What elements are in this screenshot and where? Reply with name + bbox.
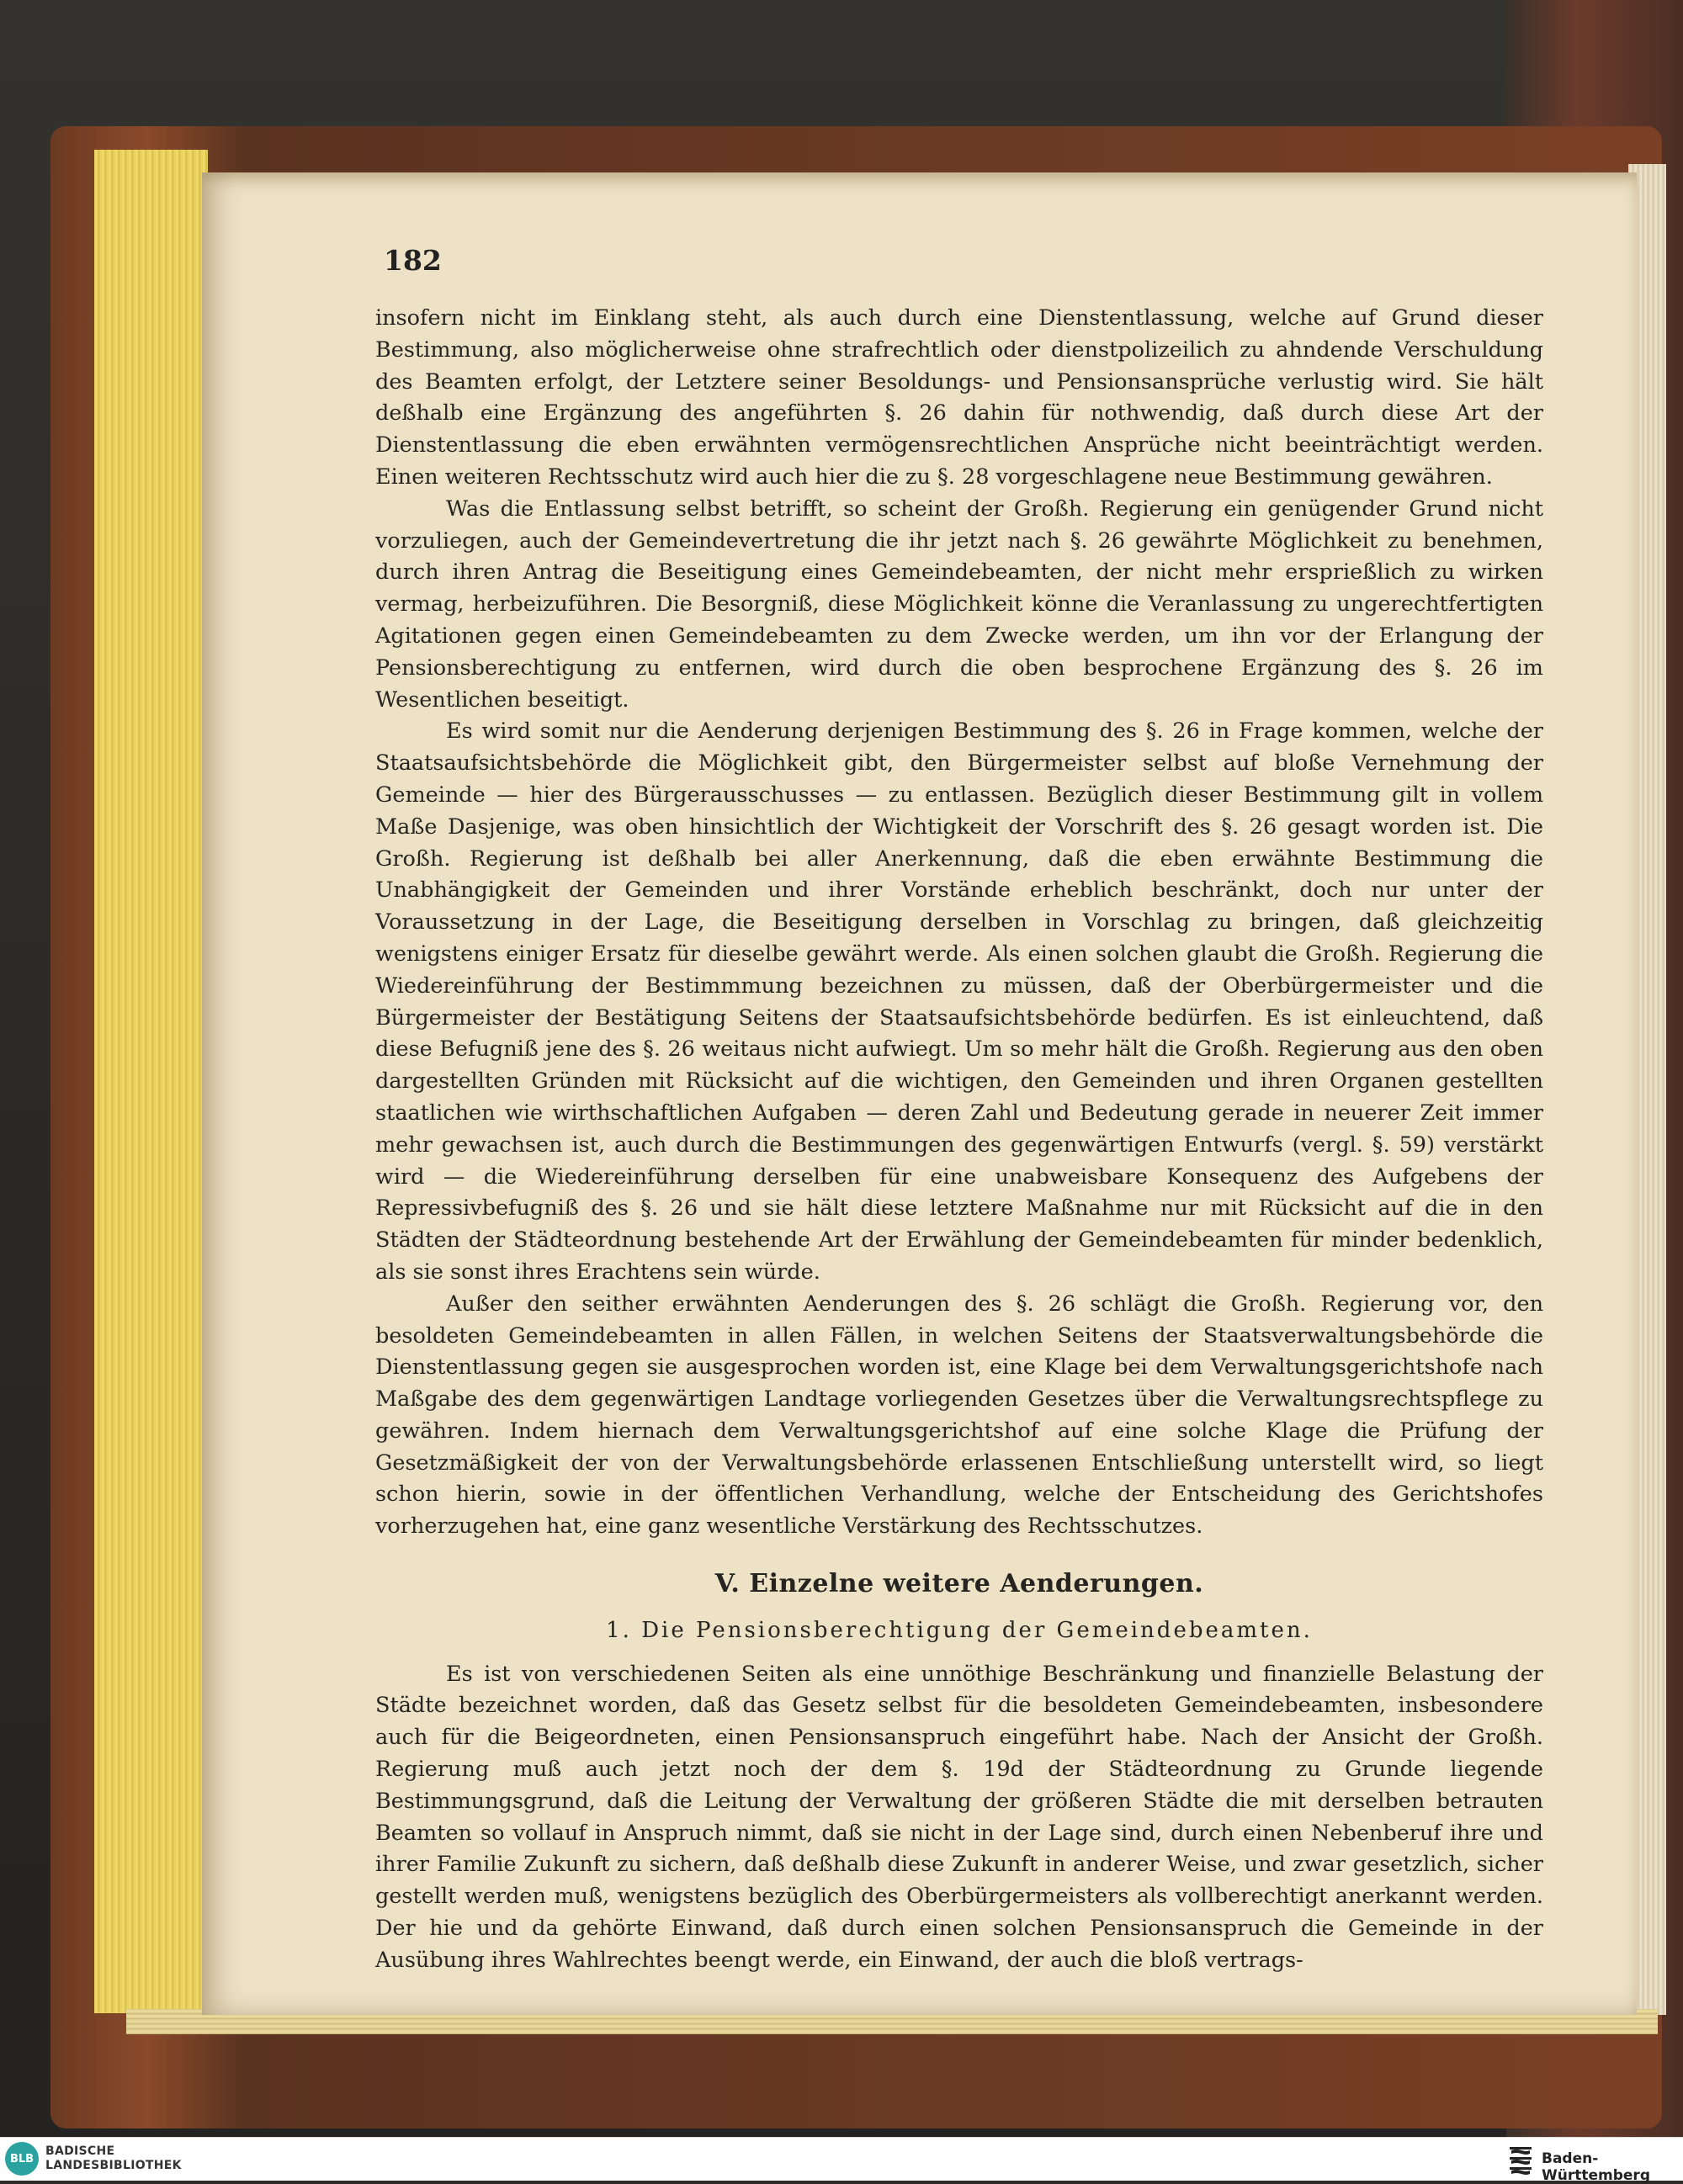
page-text (375, 303, 1543, 1977)
page-edges-left (94, 150, 208, 2013)
blb-label (45, 2144, 182, 2173)
subsection-heading: 1. Die Pensionsberechtigung der Gemeindebeamten. (606, 1617, 1313, 1643)
paragraph: Außer den seither erwähnten Aenderungen des §. 26 schlägt die Großh. Regierung vor, den besoldeten Gemeindebeamten in allen Fällen, in welchen Seitens der Staatsverwaltungsbehörde die Dienstentlassung gegen sie ausgesprochen worden ist, eine Klage bei dem Verwaltungsgerichtshofe nach Maßgabe des dem gegenwärtigen Landtage vorliegenden Gesetzes über die Verwaltungsrechtspflege zu gewähren. Indem hiernach dem Verwaltungsgerichtshof auf eine solche Klage die Prüfung der Gesetzmäßigkeit der von der Verwaltungsbehörde erlassenen Entschließung unterstellt wird, so liegt schon hierin, sowie in der öffentlichen Verhandlung, welche der Entscheidung des Gerichtshofes vorherzugehen hat, eine ganz wesentliche Verstärkung des Rechtsschutzes. (375, 1291, 1543, 1540)
section-heading: V. Einzelne weitere Aenderungen. (714, 1569, 1204, 1599)
bw-label[interactable]: Baden-Württemberg (1542, 2150, 1650, 2184)
page-number: 182 (384, 244, 442, 277)
paragraph: insofern nicht im Einklang steht, als auch durch eine Dienstentlassung, welche auf Grund dieser Bestimmung, also möglicherweise ohne strafrechtlich oder dienstpolizeilich zu ahndende Verschuldung des Beamten erfolgt, der Letztere seiner Besoldungs- und Pensionsansprüche verlustig wird. Sie hält deßhalb eine Ergänzung des angeführten §. 26 dahin für nothwendig, daß durch diese Art der Dienstentlassung die eben erwähnten vermögensrechtlichen Ansprüche nicht beeinträchtigt werden. Einen weiteren Rechtsschutz wird auch hier die zu §. 28 vorgeschlagene neue Bestimmung gewähren. (375, 305, 1543, 490)
paragraph: Was die Entlassung selbst betrifft, so scheint der Großh. Regierung ein genügender Grund nicht vorzuliegen, auch der Gemeindevertretung die ihr jetzt nach §. 26 gewährte Möglichkeit zu benehmen, durch ihren Antrag die Beseitigung eines Gemeindebeamten, der nicht mehr ersprießlich zu wirken vermag, herbeizuführen. Die Besorgniß, diese Möglichkeit könne die Veranlassung zu ungerechtfertigten Agitationen gegen einen Gemeindebeamten zu dem Zwecke werden, um ihn vor der Erlangung der Pensionsberechtigung zu entfernen, wird durch die oben besprochene Ergänzung des §. 26 im Wesentlichen beseitigt. (375, 496, 1543, 713)
paragraph: Es wird somit nur die Aenderung derjenigen Bestimmung des §. 26 in Frage kommen, welche der Staatsaufsichtsbehörde die Möglichkeit gibt, den Bürgermeister selbst auf bloße Vernehmung der Gemeinde — hier des Bürgerausschusses — zu entlassen. Bezüglich dieser Bestimmung gilt in vollem Maße Dasjenige, was oben hinsichtlich der Wichtigkeit der Vorschrift des §. 26 gesagt worden ist. Die Großh. Regierung ist deßhalb bei aller Anerkennung, daß die eben erwähnte Bestimmung die Unabhängigkeit der Gemeinden und ihrer Vorstände erheblich beschränkt, doch nur unter der Voraussetzung in der Lage, die Beseitigung derselben in Vorschlag zu bringen, daß gleichzeitig wenigstens einiger Ersatz für dieselbe gewährt werde. Als einen solchen glaubt die Großh. Regierung die Wiedereinführung der Bestimmmung bezeichnen zu müssen, daß der Oberbürgermeister und die Bürgermeister der Bestätigung Seitens der Staatsaufsichtsbehörde bedürfen. Es ist einleuchtend, daß diese Befugniß jene des §. 26 weitaus nicht aufwiegt. Um so mehr hält die Großh. Regierung aus den oben dargestellten Gründen mit Rücksicht auf die wichtigen, den Gemeinden und ihren Organen gestellten staatlichen wie wirthschaftlichen Aufgaben — deren Zahl und Bedeutung gerade in neuerer Zeit immer mehr gewachsen ist, auch durch die Bestimmungen des gegenwärtigen Entwurfs (vergl. §. 59) verstärkt wird — die Wiedereinführung derselben für eine unabweisbare Konsequenz des Aufgebens der Repressivbefugniß des §. 26 und sie hält diese letztere Maßnahme nur mit Rücksicht auf die in den Städten der Städteordnung bestehende Art der Erwählung der Gemeindebeamten für minder bedenklich, als sie sonst ihres Erachtens sein würde. (375, 718, 1543, 1285)
three-lions-icon (1506, 2142, 1535, 2176)
blb-label-line2: LANDESBIBLIOTHEK (45, 2159, 182, 2172)
blb-label-line1: BADISCHE (45, 2144, 115, 2158)
paragraph: Es ist von verschiedenen Seiten als eine unnöthige Beschränkung und finanzielle Belastung der Städte bezeichnet worden, daß das Gesetz selbst für die besoldeten Gemeindebeamten, insbesondere auch für die Beigeordneten, einen Pensionsanspruch eingeführt habe. Nach der Ansicht der Großh. Regierung muß auch jetzt noch der dem §. 19d der Städteordnung zu Grunde liegende Bestimmungsgrund, daß die Leitung der Verwaltung der größeren Städte die mit derselben betrauten Beamten so vollauf in Anspruch nimmt, daß sie nicht in der Lage sind, durch einen Nebenberuf ihre und ihrer Familie Zukunft zu sichern, daß deßhalb diese Zukunft in anderer Weise, und zwar gesetzlich, sicher gestellt werden muß, wenigstens bezüglich des Oberbürgermeisters als vollberechtigt anerkannt werden. Der hie und da gehörte Einwand, daß durch einen solchen Pensionsanspruch die Gemeinde in der Ausübung ihres Wahlrechtes beengt werde, ein Einwand, der auch die bloß vertrags- (375, 1661, 1543, 1973)
blb-logo[interactable]: BLB (5, 2142, 39, 2176)
viewer-footer (0, 2137, 1683, 2181)
